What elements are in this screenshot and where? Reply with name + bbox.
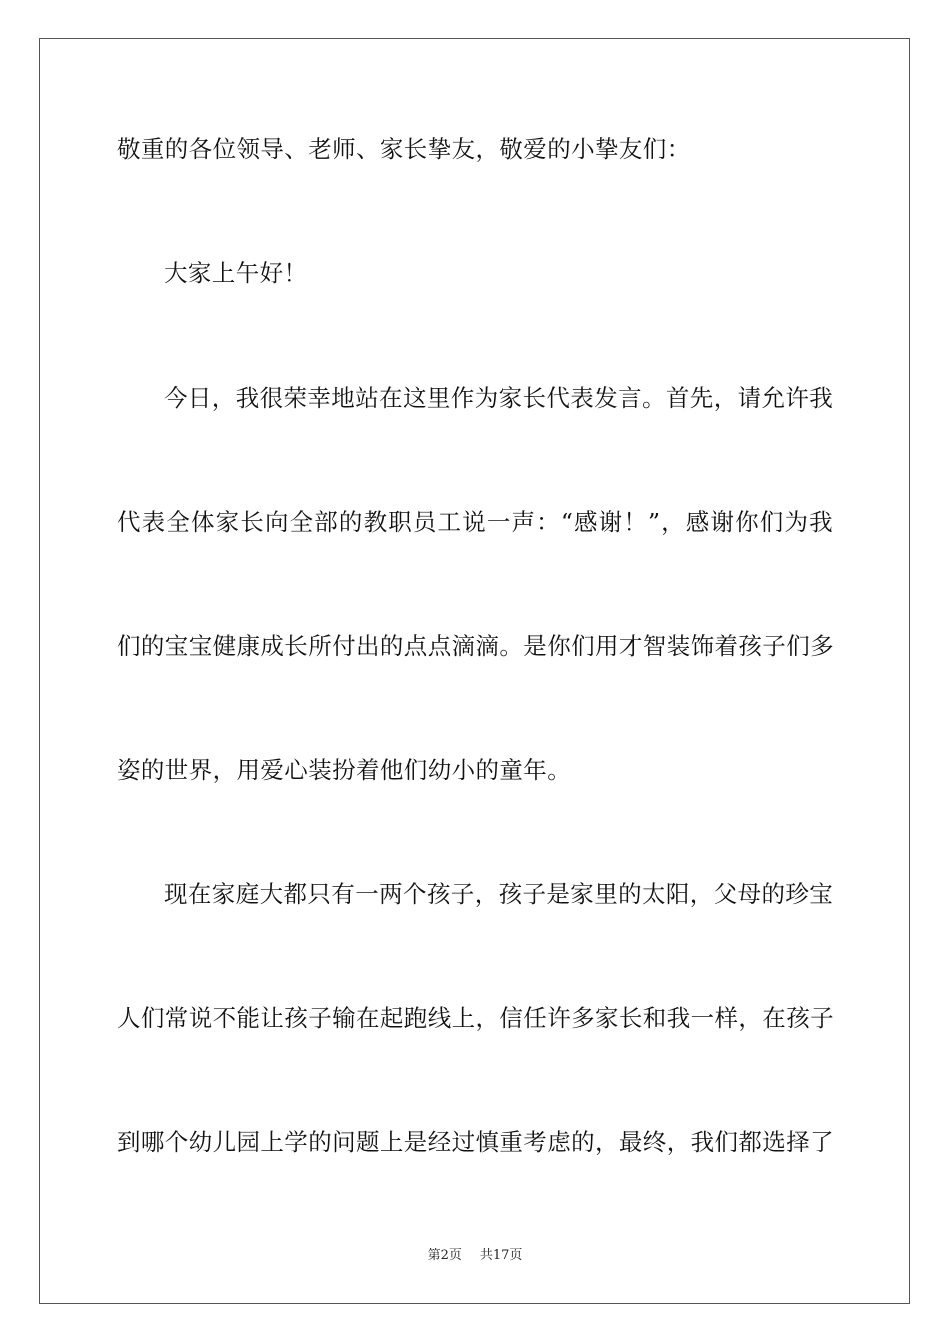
body-line-1: 今日，我很荣幸地站在这里作为家长代表发言。首先，请允许我 <box>164 384 834 412</box>
page-border <box>39 38 910 1304</box>
body-line-3: 们的宝宝健康成长所付出的点点滴滴。是你们用才智装饰着孩子们多 <box>117 632 834 660</box>
body-line-4: 姿的世界，用爱心装扮着他们幼小的童年。 <box>117 756 572 784</box>
body-line-6: 人们常说不能让孩子输在起跑线上，信任许多家长和我一样，在孩子 <box>117 1004 834 1032</box>
page-footer <box>0 1247 950 1265</box>
page-number: 第2页 <box>427 1248 462 1263</box>
body-line-5: 现在家庭大都只有一两个孩子，孩子是家里的太阳，父母的珍宝 <box>164 880 834 908</box>
greeting-line: 大家上午好！ <box>164 259 308 287</box>
body-line-2: 代表全体家长向全部的教职员工说一声：“感谢！”，感谢你们为我 <box>117 508 833 536</box>
page-total: 共17页 <box>479 1248 523 1263</box>
body-line-7: 到哪个幼儿园上学的问题上是经过慎重考虑的，最终，我们都选择了 <box>117 1128 834 1156</box>
salutation-line: 敬重的各位领导、老师、家长挚友，敬爱的小挚友们： <box>117 135 691 163</box>
